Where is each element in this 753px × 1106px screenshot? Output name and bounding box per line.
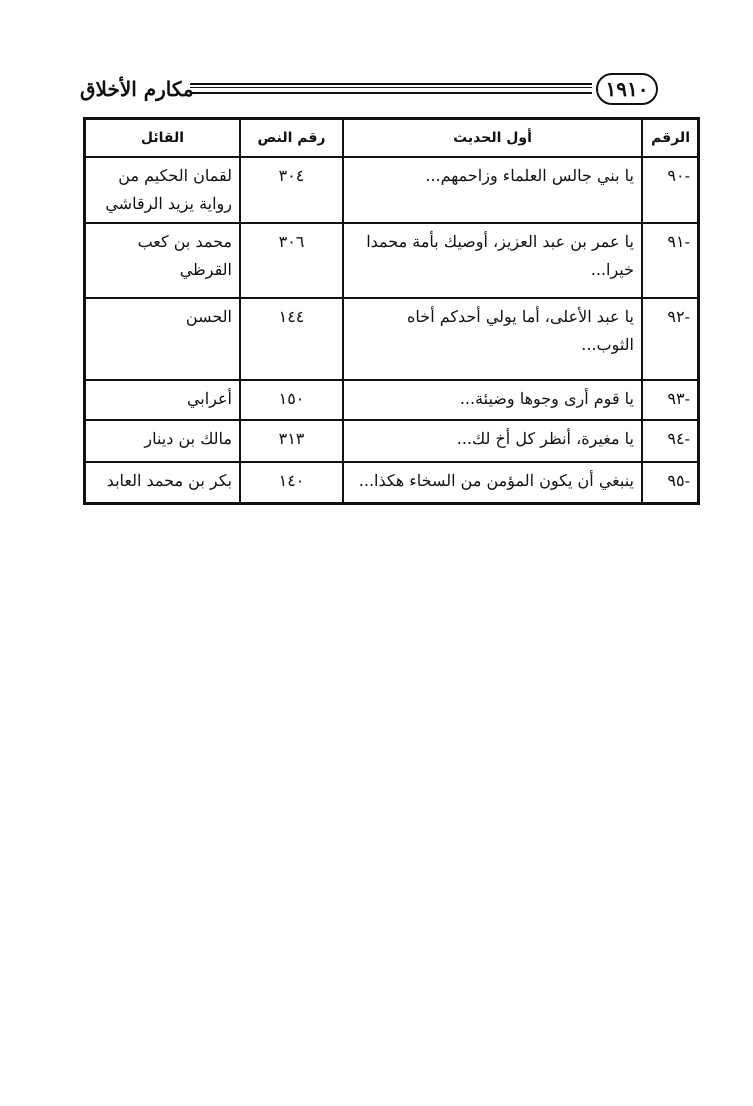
table-row [85, 462, 699, 503]
table-row [85, 380, 699, 420]
cell-number: -٩١ [642, 223, 699, 298]
cell-hadith-start: يا قوم أرى وجوها وضيئة... [343, 380, 642, 420]
cell-hadith-start: يا عبد الأعلى، أما يولي أحدكم أخاه الثوب... [343, 298, 642, 380]
cell-hadith-start: يا مغيرة، أنظر كل أخ لك... [343, 420, 642, 462]
table-row [85, 298, 699, 380]
hadith-index-table [83, 117, 700, 505]
cell-number: -٩٥ [642, 462, 699, 503]
cell-hadith-start: يا بني جالس العلماء وزاحمهم... [343, 157, 642, 223]
cell-number: -٩٢ [642, 298, 699, 380]
table-row [85, 223, 699, 298]
header-rule [190, 83, 592, 94]
cell-speaker: أعرابي [85, 380, 241, 420]
table-row [85, 157, 699, 223]
cell-text-number: ٣١٣ [240, 420, 343, 462]
column-header-speaker: القائل [85, 119, 241, 158]
book-title: مكارم الأخلاق [80, 77, 194, 101]
cell-speaker: الحسن [85, 298, 241, 380]
cell-number: -٩٤ [642, 420, 699, 462]
table-header-row [85, 119, 699, 158]
cell-text-number: ٣٠٤ [240, 157, 343, 223]
cell-speaker: محمد بن كعب القرظي [85, 223, 241, 298]
cell-text-number: ١٤٠ [240, 462, 343, 503]
cell-speaker: مالك بن دينار [85, 420, 241, 462]
cell-speaker: بكر بن محمد العابد [85, 462, 241, 503]
column-header-hadith-start: أول الحديث [343, 119, 642, 158]
table-row [85, 420, 699, 462]
cell-number: -٩٣ [642, 380, 699, 420]
cell-text-number: ١٥٠ [240, 380, 343, 420]
column-header-number: الرقم [642, 119, 699, 158]
page-number: ١٩١٠ [596, 73, 658, 105]
cell-number: -٩٠ [642, 157, 699, 223]
cell-text-number: ٣٠٦ [240, 223, 343, 298]
column-header-text-number: رقم النص [240, 119, 343, 158]
cell-hadith-start: ينبغي أن يكون المؤمن من السخاء هكذا... [343, 462, 642, 503]
cell-text-number: ١٤٤ [240, 298, 343, 380]
cell-hadith-start: يا عمر بن عبد العزيز، أوصيك بأمة محمدا خيرا... [343, 223, 642, 298]
cell-speaker: لقمان الحكيم من رواية يزيد الرقاشي [85, 157, 241, 223]
page-header [80, 73, 658, 107]
